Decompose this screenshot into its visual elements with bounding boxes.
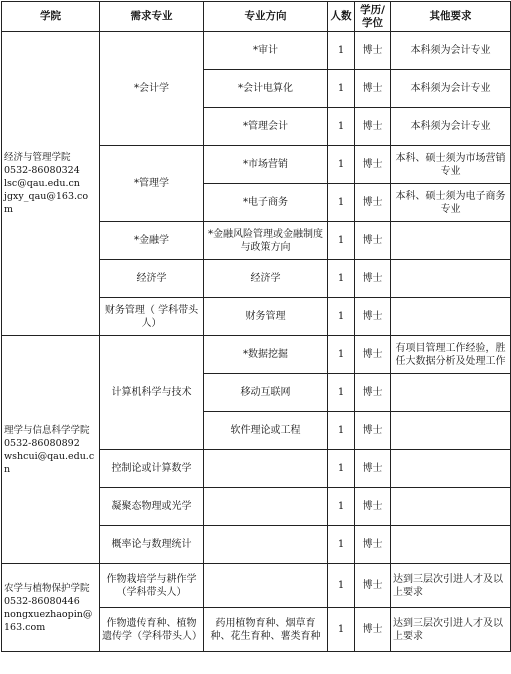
college-name: 经济与管理学院 — [4, 152, 71, 163]
direction-cell: 经济学 — [204, 260, 328, 298]
degree-cell: 博士 — [355, 298, 391, 336]
degree-cell: 博士 — [355, 260, 391, 298]
other-cell: 本科、硕士须为市场营销专业 — [391, 146, 511, 184]
direction-cell: *管理会计 — [204, 108, 328, 146]
degree-cell: 博士 — [355, 32, 391, 70]
count-cell: 1 — [328, 374, 355, 412]
degree-cell: 博士 — [355, 184, 391, 222]
table-row — [2, 336, 511, 374]
header-count: 人数 — [328, 2, 355, 32]
header-row — [2, 2, 511, 32]
header-college: 学院 — [2, 2, 100, 32]
degree-cell: 博士 — [355, 526, 391, 564]
degree-cell: 博士 — [355, 146, 391, 184]
major-cell: 计算机科学与技术 — [100, 336, 204, 450]
other-cell — [391, 450, 511, 488]
recruitment-table-wrapper — [1, 1, 510, 652]
other-cell — [391, 526, 511, 564]
direction-cell — [204, 488, 328, 526]
college-cell — [2, 564, 100, 652]
count-cell: 1 — [328, 336, 355, 374]
college-name: 农学与植物保护学院 — [4, 582, 90, 594]
count-cell: 1 — [328, 184, 355, 222]
major-cell: 经济学 — [100, 260, 204, 298]
degree-cell: 博士 — [355, 108, 391, 146]
degree-cell: 博士 — [355, 412, 391, 450]
recruitment-table — [1, 1, 511, 652]
direction-cell: *金融风险管理或金融制度与政策方向 — [204, 222, 328, 260]
college-email: nongxuezhaopin@163.com — [4, 608, 93, 633]
direction-cell: *市场营销 — [204, 146, 328, 184]
other-cell: 本科须为会计专业 — [391, 108, 511, 146]
count-cell: 1 — [328, 450, 355, 488]
table-row — [2, 564, 511, 608]
count-cell: 1 — [328, 222, 355, 260]
major-cell: *金融学 — [100, 222, 204, 260]
other-cell: 达到三层次引进人才及以上要求 — [391, 608, 511, 652]
direction-cell — [204, 526, 328, 564]
count-cell: 1 — [328, 108, 355, 146]
degree-cell: 博士 — [355, 336, 391, 374]
major-cell: *管理学 — [100, 146, 204, 222]
count-cell: 1 — [328, 146, 355, 184]
degree-cell: 博士 — [355, 374, 391, 412]
direction-cell: *审计 — [204, 32, 328, 70]
major-cell: 财务管理（ 学科带头人） — [100, 298, 204, 336]
direction-cell: 移动互联网 — [204, 374, 328, 412]
table-row — [2, 32, 511, 70]
other-cell — [391, 222, 511, 260]
count-cell: 1 — [328, 412, 355, 450]
college-cell — [2, 32, 100, 336]
direction-cell: *数据挖掘 — [204, 336, 328, 374]
header-degree: 学历/学位 — [355, 2, 391, 32]
other-cell: 有项目管理工作经验，胜任大数据分析及处理工作 — [391, 336, 511, 374]
other-cell — [391, 488, 511, 526]
other-cell — [391, 298, 511, 336]
degree-cell: 博士 — [355, 564, 391, 608]
count-cell: 1 — [328, 608, 355, 652]
degree-cell: 博士 — [355, 450, 391, 488]
other-cell — [391, 412, 511, 450]
header-other: 其他要求 — [391, 2, 511, 32]
major-cell: 作物遗传育种、植物遗传学（学科带头人） — [100, 608, 204, 652]
other-cell: 本科、硕士须为电子商务专业 — [391, 184, 511, 222]
count-cell: 1 — [328, 32, 355, 70]
college-name: 理学与信息科学学院 — [4, 424, 90, 436]
other-cell — [391, 260, 511, 298]
college-email: wshcui@qau.edu.cn — [4, 450, 95, 475]
count-cell: 1 — [328, 298, 355, 336]
college-email: jgxy_qau@163.com — [4, 191, 89, 215]
direction-cell: 软件理论或工程 — [204, 412, 328, 450]
degree-cell: 博士 — [355, 70, 391, 108]
college-phone: 0532-86080324 — [4, 165, 80, 176]
count-cell: 1 — [328, 564, 355, 608]
other-cell: 达到三层次引进人才及以上要求 — [391, 564, 511, 608]
direction-cell — [204, 450, 328, 488]
direction-cell: 药用植物育种、烟草育种、花生育种、薯类育种 — [204, 608, 328, 652]
direction-cell: *电子商务 — [204, 184, 328, 222]
major-cell: 概率论与数理统计 — [100, 526, 204, 564]
other-cell: 本科须为会计专业 — [391, 70, 511, 108]
other-cell — [391, 374, 511, 412]
degree-cell: 博士 — [355, 222, 391, 260]
count-cell: 1 — [328, 488, 355, 526]
header-direction: 专业方向 — [204, 2, 328, 32]
direction-cell: *会计电算化 — [204, 70, 328, 108]
degree-cell: 博士 — [355, 608, 391, 652]
direction-cell — [204, 564, 328, 608]
college-phone: 0532-86080892 — [4, 437, 80, 449]
other-cell: 本科须为会计专业 — [391, 32, 511, 70]
count-cell: 1 — [328, 260, 355, 298]
degree-cell: 博士 — [355, 488, 391, 526]
college-cell — [2, 336, 100, 564]
major-cell: *会计学 — [100, 32, 204, 146]
direction-cell: 财务管理 — [204, 298, 328, 336]
major-cell: 凝聚态物理或光学 — [100, 488, 204, 526]
college-email: lsc@qau.edu.cn — [4, 178, 80, 189]
college-phone: 0532-86080446 — [4, 595, 80, 607]
header-major: 需求专业 — [100, 2, 204, 32]
major-cell: 控制论或计算数学 — [100, 450, 204, 488]
count-cell: 1 — [328, 526, 355, 564]
major-cell: 作物栽培学与耕作学（学科带头人） — [100, 564, 204, 608]
count-cell: 1 — [328, 70, 355, 108]
